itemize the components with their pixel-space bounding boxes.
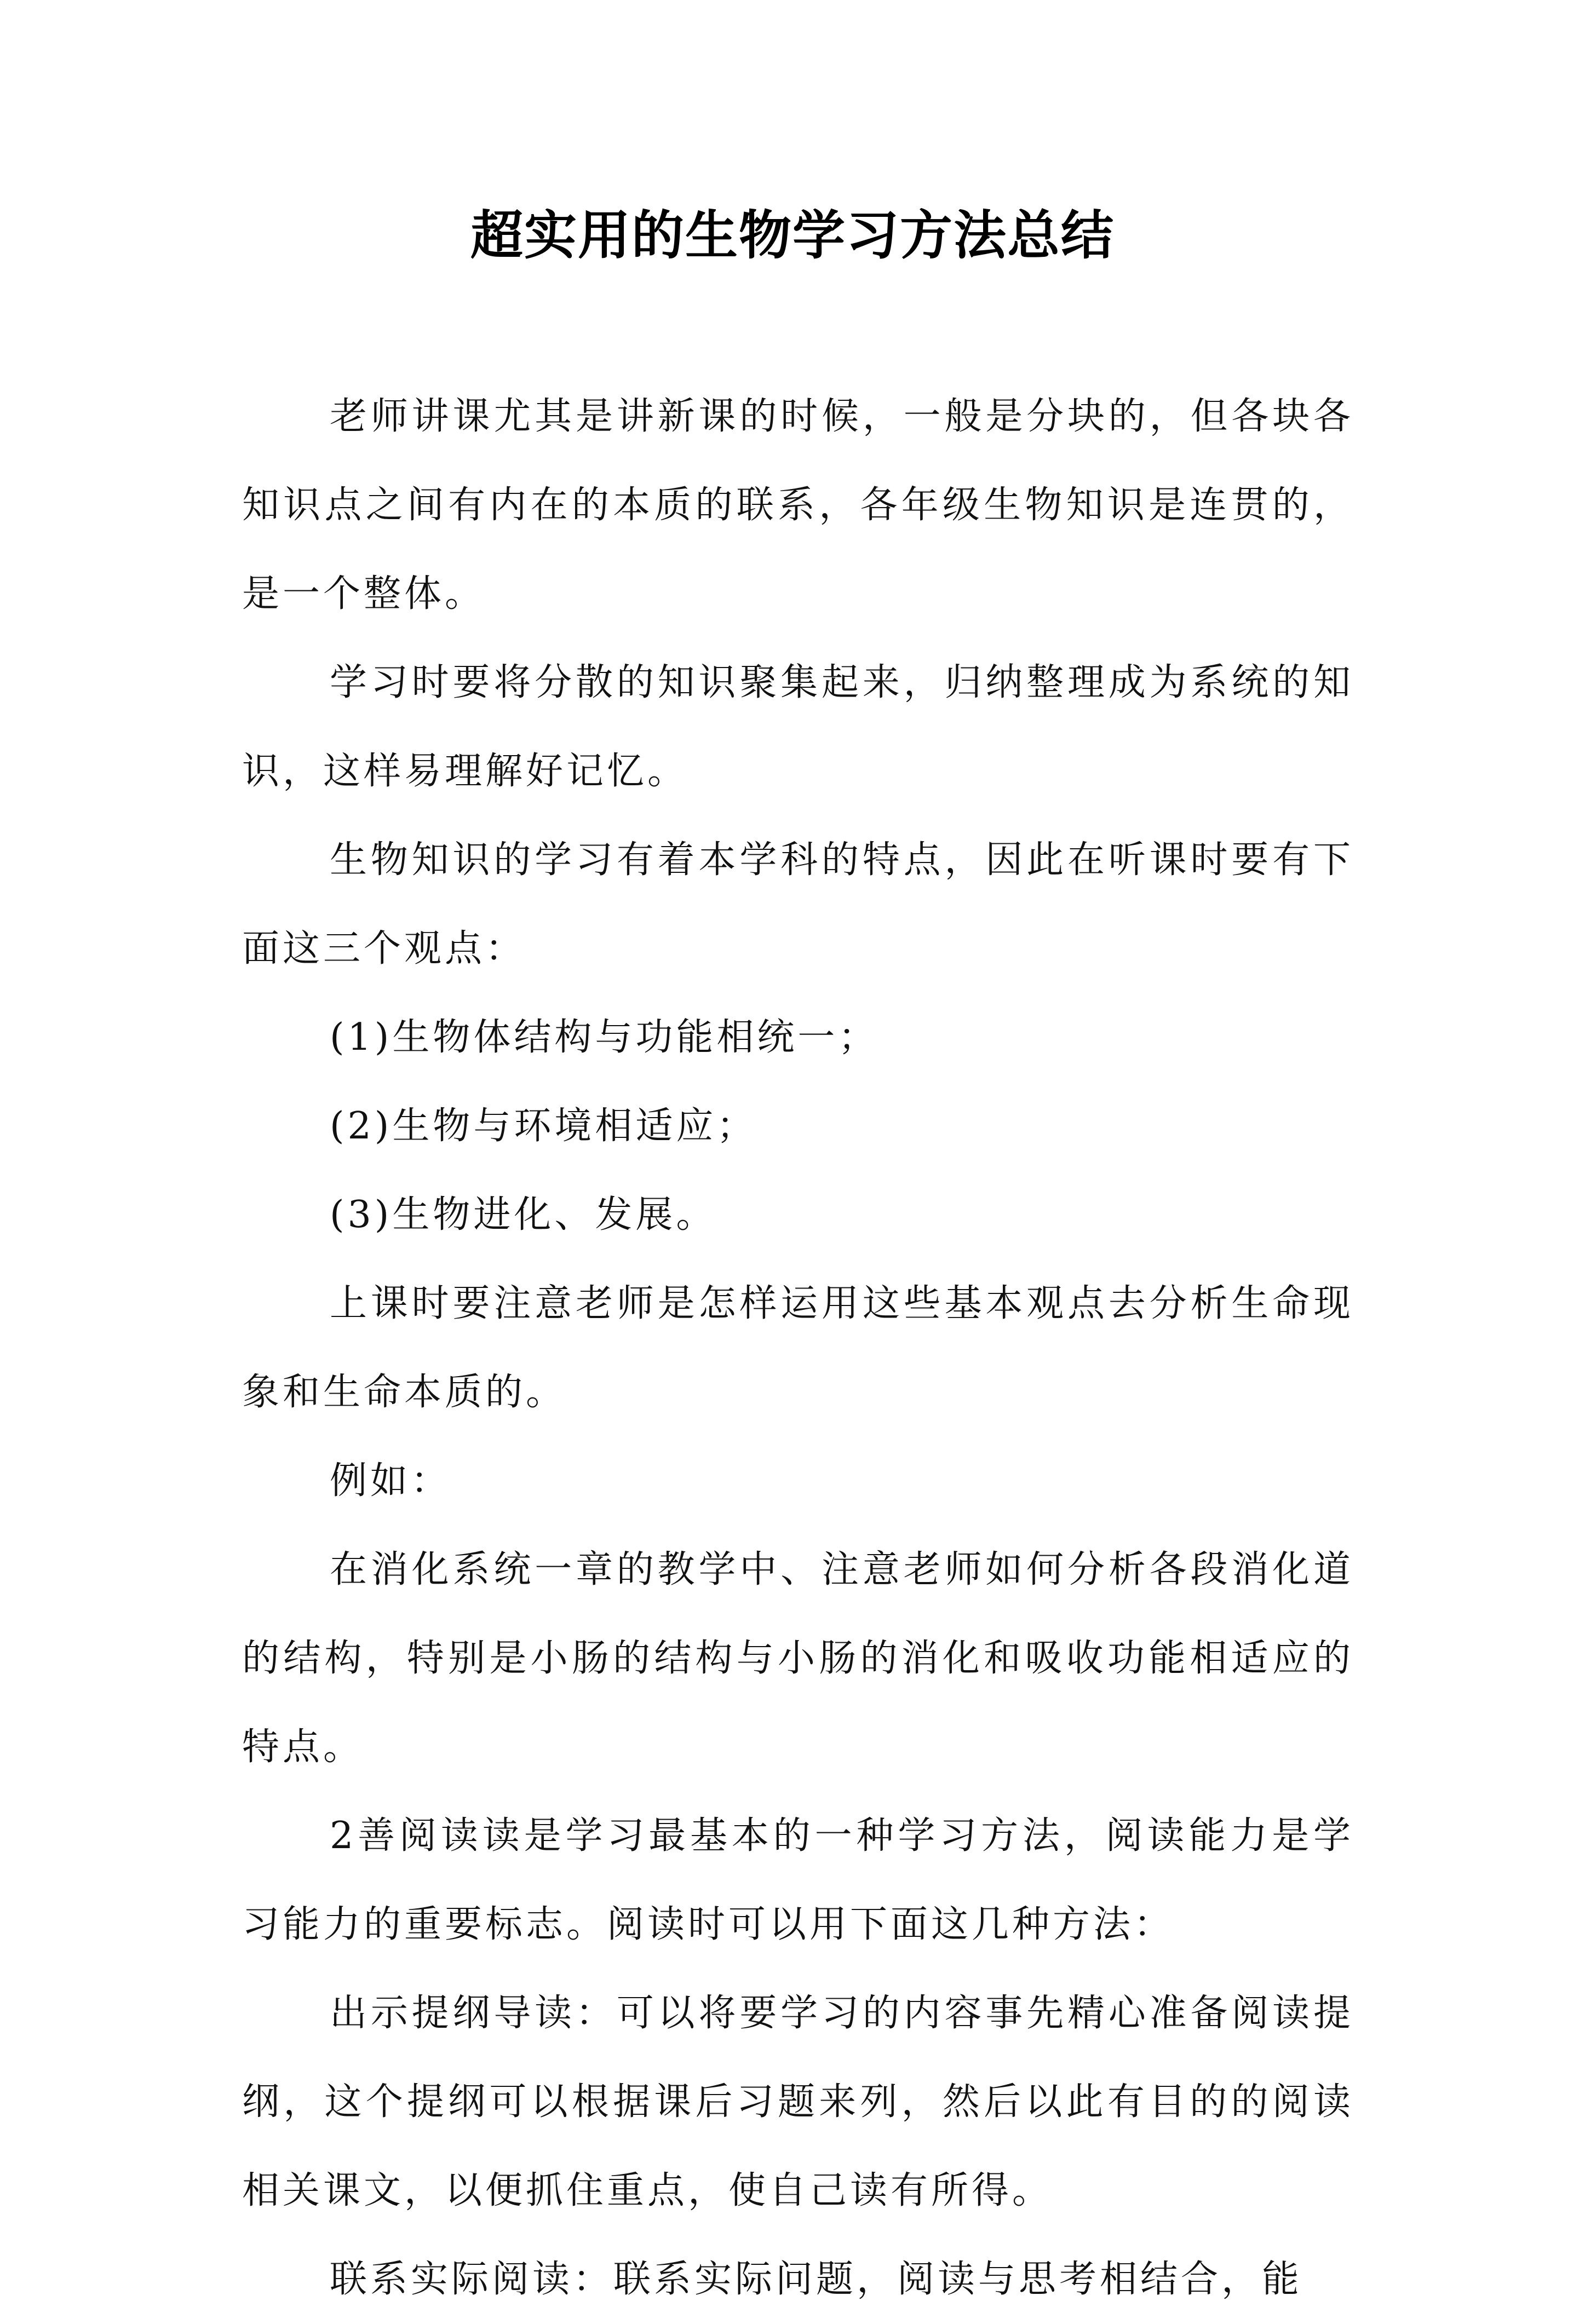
paragraph: 老师讲课尤其是讲新课的时候，一般是分块的，但各块各知识点之间有内在的本质的联系，各年级生物知识是连贯的，是一个整体。 — [242, 395, 1354, 615]
paragraph: 生物知识的学习有着本学科的特点，因此在听课时要有下面这三个观点： — [242, 838, 1354, 970]
paragraph: 学习时要将分散的知识聚集起来，归纳整理成为系统的知识，这样易理解好记忆。 — [242, 661, 1354, 793]
document-title: 超实用的生物学习方法总结 — [470, 205, 1115, 266]
paragraph: 出示提纲导读：可以将要学习的内容事先精心准备阅读提纲，这个提纲可以根据课后习题来列，然后以此有目的的阅读相关课文，以便抓住重点，使自己读有所得。 — [242, 1992, 1354, 2212]
list-item: (3)生物进化、发展。 — [330, 1193, 717, 1236]
document-body — [242, 372, 1354, 2324]
paragraph: 上课时要注意老师是怎样运用这些基本观点去分析生命现象和生命本质的。 — [242, 1282, 1354, 1414]
list-item: (2)生物与环境相适应； — [330, 1105, 757, 1148]
paragraph: 例如： — [330, 1459, 452, 1503]
paragraph: 联系实际阅读：联系实际问题，阅读与思考相结合，能 — [330, 2258, 1303, 2301]
list-item: (1)生物体结构与功能相统一； — [330, 1016, 879, 1059]
paragraph: 在消化系统一章的教学中、注意老师如何分析各段消化道的结构，特别是小肠的结构与小肠的消化和吸收功能相适应的特点。 — [242, 1548, 1354, 1769]
paragraph: 2善阅读读是学习最基本的一种学习方法，阅读能力是学习能力的重要标志。阅读时可以用下面这几种方法： — [242, 1814, 1354, 1946]
